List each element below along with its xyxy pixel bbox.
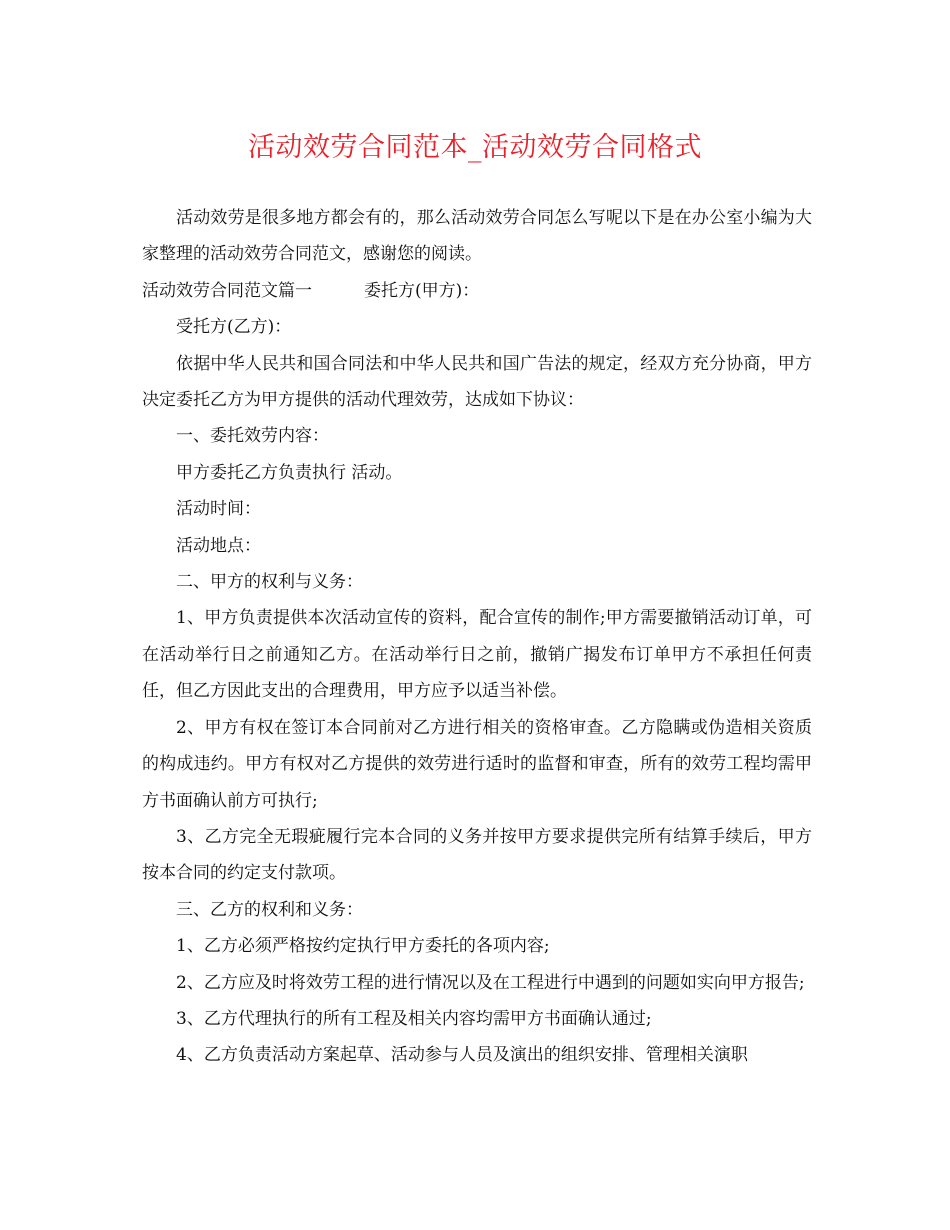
document-title: 活动效劳合同范本_活动效劳合同格式 (248, 132, 702, 163)
section-heading: 活动效劳合同范文篇一 (142, 280, 312, 301)
intro-paragraph: 活动效劳是很多地方都会有的，那么活动效劳合同怎么写呢以下是在办公室小编为大家整理的活动效劳合同范文，感谢您的阅读。 (142, 208, 812, 265)
clause-heading-3: 三、乙方的权利和义务： (176, 899, 363, 920)
clause-3-item-3: 3、乙方代理执行的所有工程及相关内容均需甲方书面确认通过; (176, 1008, 652, 1029)
clause-2-item-2: 2、甲方有权在签订本合同前对乙方进行相关的资格审查。乙方隐瞒或伪造相关资质的构成违约。甲方有权对乙方提供的效劳进行适时的监督和审查，所有的效劳工程均需甲方书面确认前方可执行; (142, 717, 812, 811)
clause-3-item-4: 4、乙方负责活动方案起草、活动参与人员及演出的组织安排、管理相关演职 (176, 1045, 748, 1066)
paragraph-preamble: 依据中华人民共和国合同法和中华人民共和国广告法的规定，经双方充分协商，甲方决定委托乙方为甲方提供的活动代理效劳，达成如下协议： (142, 353, 812, 411)
party-b-label: 受托方(乙方)： (176, 317, 292, 338)
clause-heading-2: 二、甲方的权利与义务： (176, 572, 363, 593)
section-heading-line (142, 273, 812, 309)
document-body (142, 200, 812, 1074)
clause-2-item-1: 1、甲方负责提供本次活动宣传的资料，配合宣传的制作;甲方需要撤销活动订单，可在活动举行日之前通知乙方。在活动举行日之前，撤销广揭发布订单甲方不承担任何责任，但乙方因此支出的合理费用，甲方应予以适当补偿。 (142, 608, 812, 702)
clause-3-item-1: 1、乙方必须严格按约定执行甲方委托的各项内容; (176, 936, 550, 957)
clause-3-item-2: 2、乙方应及时将效劳工程的进行情况以及在工程进行中遇到的问题如实向甲方报告; (176, 972, 805, 993)
paragraph-activity-location: 活动地点： (176, 535, 261, 556)
clause-2-item-3: 3、乙方完全无瑕疵履行完本合同的义务并按甲方要求提供完所有结算手续后，甲方按本合同的约定支付款项。 (142, 826, 812, 884)
paragraph-activity-time: 活动时间： (176, 499, 261, 520)
clause-heading-1: 一、委托效劳内容： (176, 426, 329, 447)
paragraph-service: 甲方委托乙方负责执行 活动。 (176, 462, 403, 483)
party-a-label: 委托方(甲方)： (364, 280, 480, 301)
